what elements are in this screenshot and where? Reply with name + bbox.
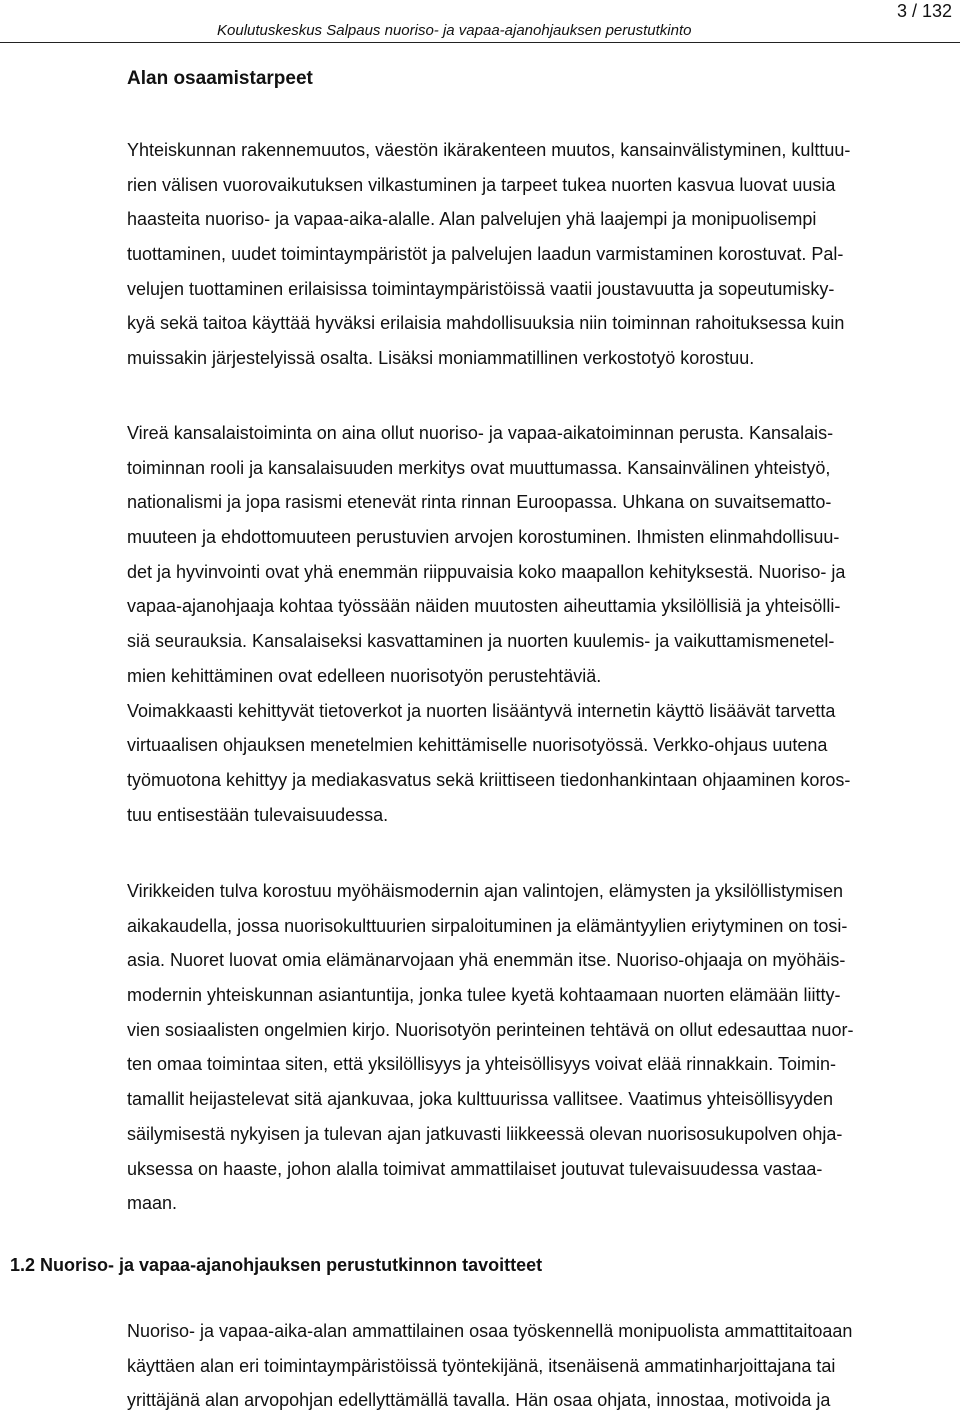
- text-line: rien välisen vuorovaikutuksen vilkastuminen ja tarpeet tukea nuorten kasvua luovat uusia: [127, 174, 836, 195]
- text-line: käyttäen alan eri toimintaympäristöissä työntekijänä, itsenäisenä ammatinharjoittajana tai: [127, 1355, 836, 1376]
- running-header-title: Koulutuskeskus Salpaus nuoriso- ja vapaa-ajanohjauksen perustutkinto: [217, 22, 692, 39]
- text-line: muuteen ja ehdottomuuteen perustuvien arvojen korostuminen. Ihmisten elinmahdollisuu-: [127, 527, 840, 548]
- text-line: vapaa-ajanohjaaja kohtaa työssään näiden muutosten aiheuttamia yksilöllisiä ja yhteisölli-: [127, 596, 841, 617]
- section-heading: Alan osaamistarpeet: [127, 68, 313, 89]
- text-line: tamallit heijastelevat sitä ajankuvaa, joka kulttuurissa vallitsee. Vaatimus yhteisöllisyyden: [127, 1089, 834, 1110]
- text-line: Vireä kansalaistoiminta on aina ollut nuoriso- ja vapaa-aikatoiminnan perusta. Kansalais-: [127, 423, 834, 443]
- paragraph-degree-goals: [127, 1314, 957, 1418]
- text-line: velujen tuottaminen erilaisissa toimintaympäristöissä vaatii joustavuutta ja sopeutumisky-: [127, 278, 835, 299]
- text-line: mien kehittäminen ovat edelleen nuorisotyön perustehtäviä.: [127, 665, 602, 686]
- text-line: uksessa on haaste, johon alalla toimivat ammattilaiset joutuvat tulevaisuudessa vastaa-: [127, 1158, 823, 1179]
- text-line: siä seurauksia. Kansalaiseksi kasvattaminen ja nuorten kuulemis- ja vaikuttamismenetel-: [127, 631, 835, 652]
- text-line: Nuoriso- ja vapaa-aika-alan ammattilainen osaa työskennellä monipuolista ammattitaitoaan: [127, 1321, 853, 1341]
- text-line: nationalismi ja jopa rasismi etenevät rinta rinnan Euroopassa. Uhkana on suvaitsematto-: [127, 492, 832, 513]
- text-line: tuu entisestään tulevaisuudessa.: [127, 804, 389, 825]
- text-line: det ja hyvinvointi ovat yhä enemmän riippuvaisia koko maapallon kehityksestä. Nuoriso- ja: [127, 561, 846, 582]
- paragraph-stimuli-flood: [127, 874, 957, 1221]
- subsection-heading: 1.2 Nuoriso- ja vapaa-ajanohjauksen perustutkinnon tavoitteet: [10, 1255, 543, 1275]
- text-line: yrittäjänä alan arvopohjan edellyttämällä tavalla. Hän osaa ohjata, innostaa, motivoida ja: [127, 1390, 831, 1411]
- text-line: asia. Nuoret luovat omia elämänarvojaan yhä enemmän itse. Nuoriso-ohjaaja on myöhäis-: [127, 950, 846, 971]
- text-line: haasteita nuoriso- ja vapaa-aika-alalle. Alan palvelujen yhä laajempi ja monipuolisempi: [127, 209, 817, 230]
- text-line: tuottaminen, uudet toimintaympäristöt ja palvelujen laadun varmistaminen korostuvat. Pal-: [127, 244, 844, 265]
- paragraph-changes-in-society: [127, 133, 957, 376]
- text-line: virtuaalisen ohjauksen menetelmien kehittämiselle nuorisotyössä. Verkko-ohjaus uutena: [127, 735, 828, 756]
- text-line: aikakaudella, jossa nuorisokulttuurien sirpaloituminen ja elämäntyylien eriytyminen on tosi-: [127, 915, 848, 936]
- text-line: Virikkeiden tulva korostuu myöhäismodernin ajan valintojen, elämysten ja yksilöllistymisen: [127, 881, 844, 901]
- text-line: muissakin järjestelyissä osalta. Lisäksi moniammatillinen verkostotyö korostuu.: [127, 348, 755, 369]
- text-line: Yhteiskunnan rakennemuutos, väestön ikärakenteen muutos, kansainvälistyminen, kulttuu-: [127, 140, 851, 160]
- text-line: vien sosiaalisten ongelmien kirjo. Nuorisotyön perinteinen tehtävä on ollut edesauttaa nuor-: [127, 1019, 854, 1040]
- text-line: säilymisestä nykyisen ja tulevan ajan jatkuvasti liikkeessä olevan nuorisosukupolven ohja-: [127, 1123, 843, 1144]
- header-rule: [0, 42, 960, 43]
- text-line: Voimakkaasti kehittyvät tietoverkot ja nuorten lisääntyvä internetin käyttö lisäävät tarvetta: [127, 700, 836, 721]
- page-number: 3 / 132: [896, 1, 952, 21]
- text-line: modernin yhteiskunnan asiantuntija, jonka tulee kyetä kohtaamaan nuorten elämään liitty-: [127, 985, 841, 1006]
- text-line: maan.: [127, 1193, 178, 1214]
- paragraph-civic-activity: [127, 416, 957, 832]
- text-line: työmuotona kehittyy ja mediakasvatus sekä kriittiseen tiedonhankintaan ohjaaminen koros-: [127, 769, 851, 790]
- text-line: kyä sekä taitoa käyttää hyväksi erilaisia mahdollisuuksia niin toiminnan rahoituksessa kuin: [127, 313, 845, 334]
- text-line: ten omaa toimintaa siten, että yksilöllisyys ja yhteisöllisyys voivat elää rinnakkain. Toimin-: [127, 1054, 836, 1075]
- text-line: toiminnan rooli ja kansalaisuuden merkitys ovat muuttumassa. Kansainvälinen yhteistyö,: [127, 457, 831, 478]
